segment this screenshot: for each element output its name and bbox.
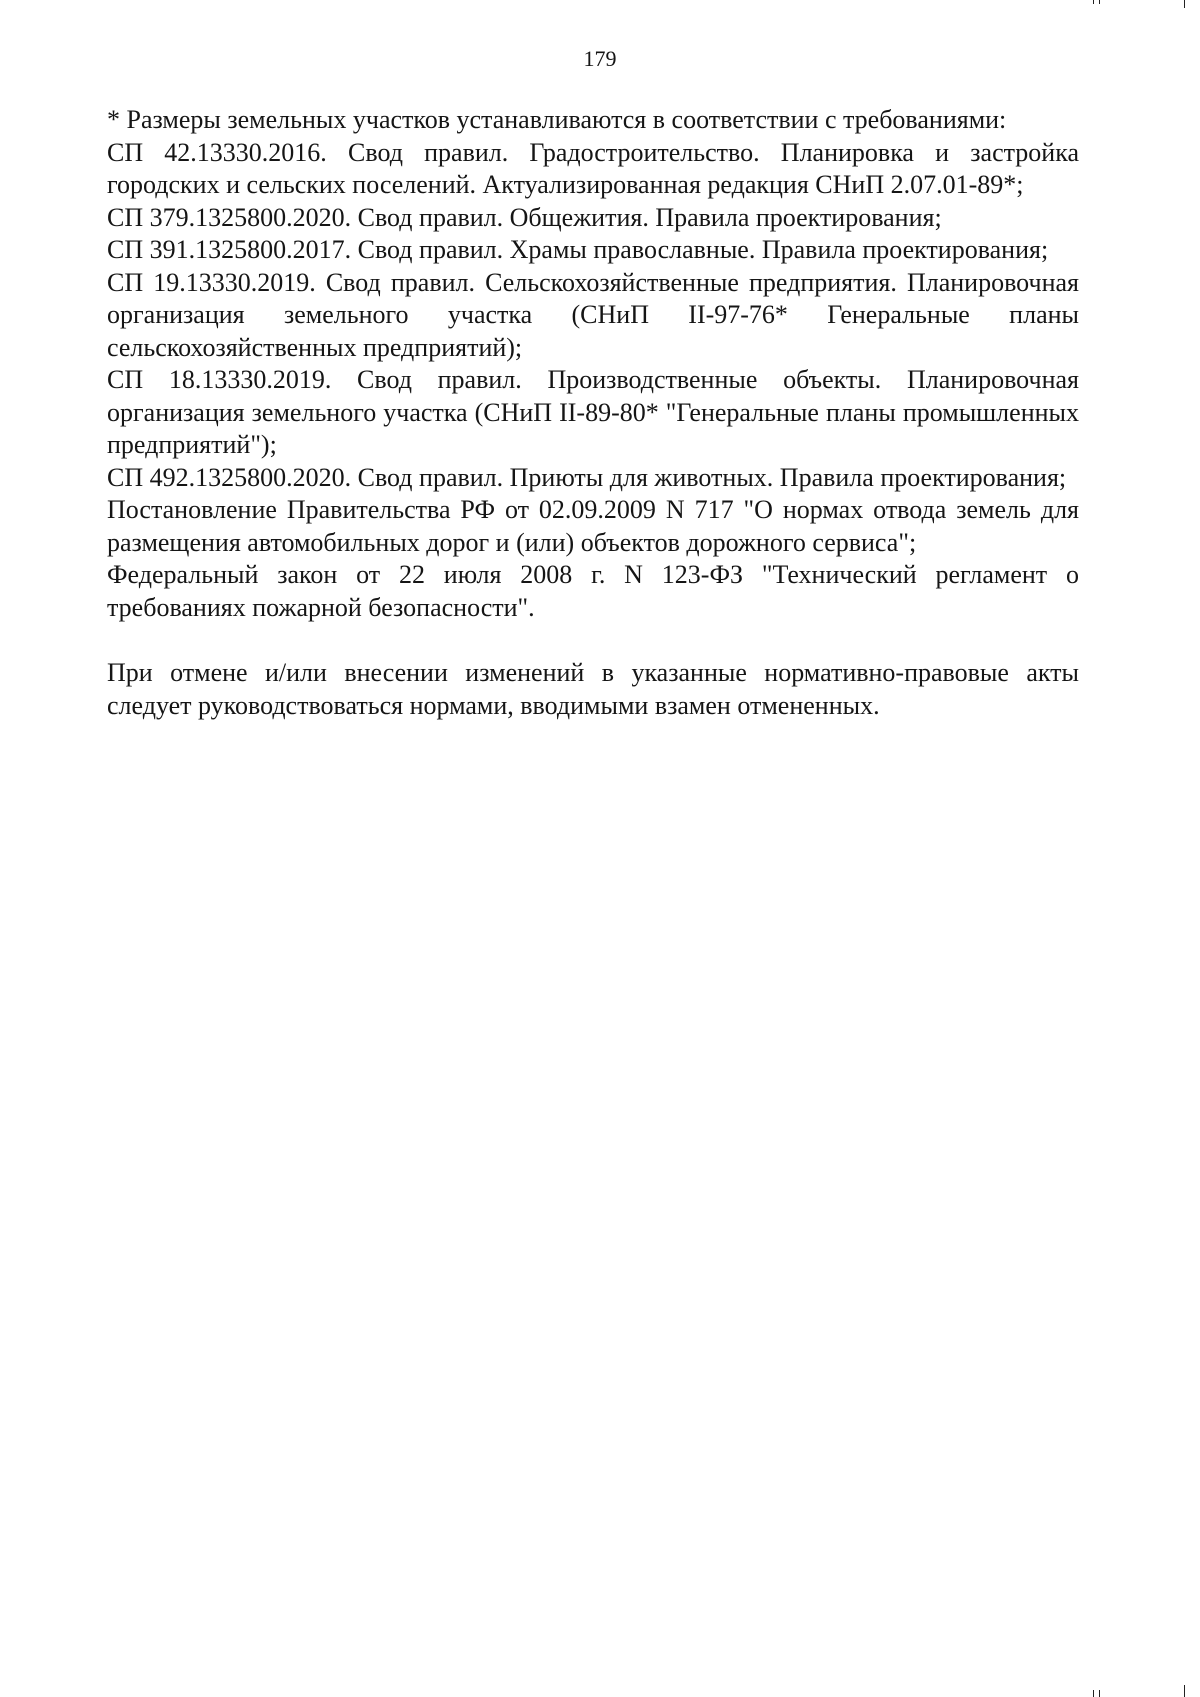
scan-mark-bottom-right (1093, 1690, 1094, 1697)
page-number: 179 (583, 46, 617, 71)
scan-mark-top-right (1093, 0, 1094, 4)
reference-sp-492: СП 492.1325800.2020. Свод правил. Приюты для животных. Правила проектирования; (107, 462, 1067, 492)
reference-sp-379: СП 379.1325800.2020. Свод правил. Общежития. Правила проектирования; (107, 202, 942, 232)
scan-mark-bottom-edge (1184, 1685, 1185, 1697)
scan-mark-top-right-2 (1099, 0, 1100, 4)
footnote-intro: * Размеры земельных участков устанавливаются в соответствии с требованиями: (107, 105, 1007, 134)
reference-sp-42: СП 42.13330.2016. Свод правил. Градостроительство. Планировка и застройка городских и сельских поселений. Актуализированная редакция СНиП 2.07.01-89*; (107, 137, 1079, 199)
reference-federal-law: Федеральный закон от 22 июля 2008 г. N 123-ФЗ "Технический регламент о требованиях пожарной безопасности". (107, 560, 1079, 622)
reference-sp-19: СП 19.13330.2019. Свод правил. Сельскохозяйственные предприятия. Планировочная организация земельного участка (СНиП II-97-76* Генеральные планы сельскохозяйственных предприятий); (107, 267, 1079, 362)
closing-note: При отмене и/или внесении изменений в указанные нормативно-правовые акты следует руководствоваться нормами, вводимыми взамен отмененных. (107, 658, 1079, 720)
reference-sp-18: СП 18.13330.2019. Свод правил. Производственные объекты. Планировочная организация земельного участка (СНиП II-89-80* "Генеральные планы промышленных предприятий"); (107, 365, 1079, 459)
reference-sp-391: СП 391.1325800.2017. Свод правил. Храмы православные. Правила проектирования; (107, 235, 1049, 264)
scan-mark-top-edge (1184, 0, 1185, 8)
reference-government-decree: Постановление Правительства РФ от 02.09.2009 N 717 "О нормах отвода земель для размещения автомобильных дорог и (или) объектов дорожного сервиса"; (107, 495, 1079, 557)
document-body (107, 104, 1079, 722)
scan-mark-bottom-right-2 (1099, 1690, 1100, 1697)
